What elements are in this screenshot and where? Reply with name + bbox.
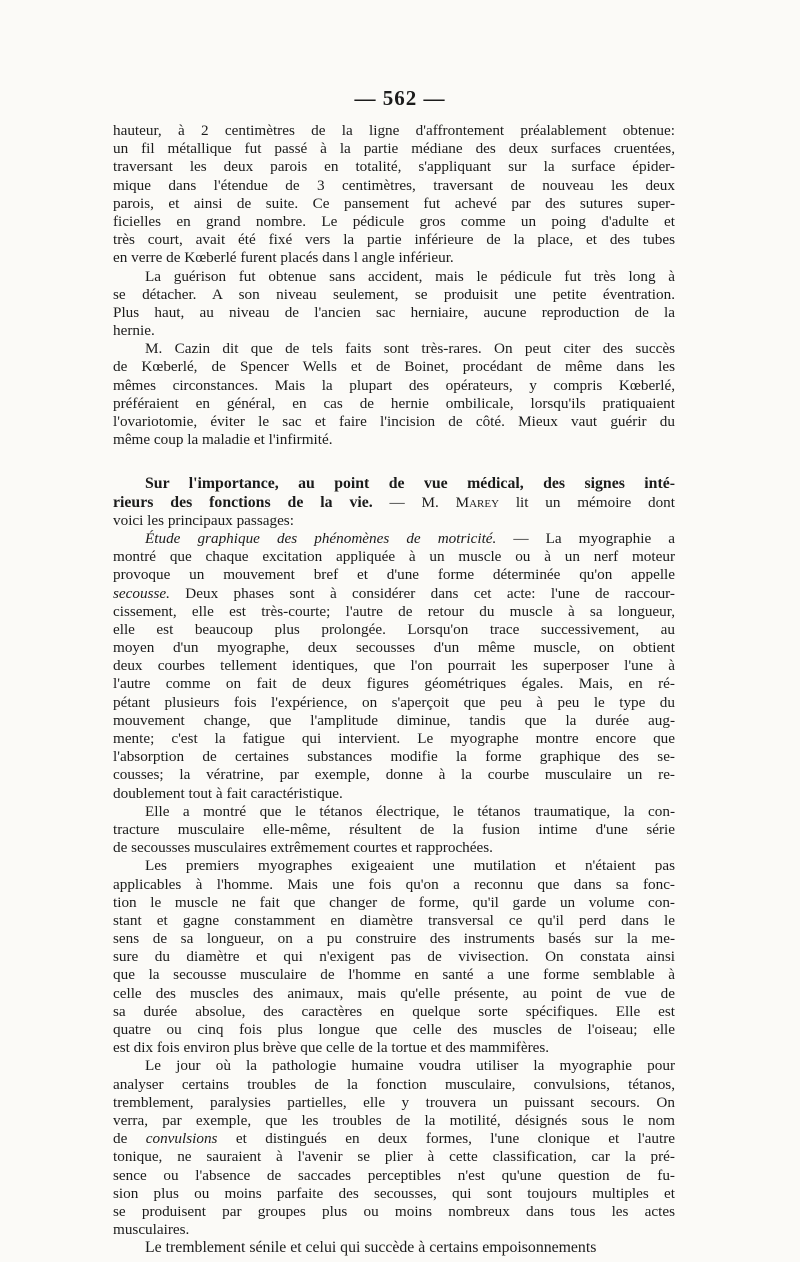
text-line bbox=[113, 358, 675, 376]
text-run: stant et gagne constamment en diamètre transversal ce qu'il perd dans le bbox=[113, 911, 675, 929]
text-line bbox=[113, 122, 675, 140]
body-text bbox=[113, 122, 675, 1257]
text-run: un fil métallique fut passé à la partie médiane des deux surfaces cruentées, bbox=[113, 140, 675, 158]
text-run: rieurs des fonctions de la vie. bbox=[113, 493, 373, 511]
text-run: tracture musculaire elle-même, résultent de la fusion intime d'une série bbox=[113, 820, 675, 838]
text-line bbox=[113, 1112, 675, 1130]
text-line bbox=[113, 1021, 675, 1039]
text-line bbox=[113, 948, 675, 966]
paragraph bbox=[113, 1239, 675, 1257]
text-line bbox=[113, 857, 675, 875]
text-line bbox=[113, 530, 675, 548]
text-line bbox=[113, 894, 675, 912]
text-run: se détacher. A son niveau seulement, se produisit une petite éventration. bbox=[113, 285, 675, 303]
text-run: même coup la maladie et l'infirmité. bbox=[113, 431, 333, 449]
text-run: de secousses musculaires extrêmement courtes et rapprochées. bbox=[113, 839, 493, 857]
text-run: très court, avait été fixé vers la partie inférieure de la place, et des tubes bbox=[113, 231, 675, 249]
text-run: de bbox=[113, 1130, 146, 1148]
text-run: provoque un mouvement bref et d'une forme déterminée qu'on appelle bbox=[113, 566, 675, 584]
text-run: montré que chaque excitation appliquée à un muscle ou à un nerf moteur bbox=[113, 548, 675, 566]
text-line bbox=[113, 286, 675, 304]
text-line bbox=[113, 158, 675, 176]
text-run: deux courbes tellement identiques, que l'on pourrait les superposer l'une à bbox=[113, 657, 675, 675]
text-run: Sur l'importance, au point de vue médical, des signes inté- bbox=[145, 475, 675, 493]
text-line bbox=[113, 985, 675, 1003]
text-run: sence ou l'absence de saccades perceptibles n'est qu'une question de fu- bbox=[113, 1166, 675, 1184]
text-run: mêmes circonstances. Mais la plupart des opérateurs, y compris Kœberlé, bbox=[113, 376, 675, 394]
text-line bbox=[113, 548, 675, 566]
text-line bbox=[113, 803, 675, 821]
text-run: tion le muscle ne fait que changer de forme, qu'il garde un volume con- bbox=[113, 893, 675, 911]
text-line bbox=[113, 1076, 675, 1094]
text-run: mouvement change, que l'amplitude diminue, tandis que la durée aug- bbox=[113, 711, 675, 729]
text-run: Plus haut, au niveau de l'ancien sac herniaire, aucune reproduction de la bbox=[113, 303, 675, 321]
paragraph bbox=[113, 857, 675, 1057]
text-run: convulsions bbox=[145, 1130, 218, 1148]
text-run: applicables à l'homme. Mais une fois qu'on a reconnu que dans sa fonc- bbox=[113, 875, 675, 893]
text-line bbox=[113, 494, 675, 512]
text-line bbox=[113, 1221, 675, 1239]
text-run: traversant les deux parois en totalité, s'appliquant sur la surface épider- bbox=[113, 158, 675, 176]
text-line bbox=[113, 1094, 675, 1112]
text-run: sure du diamètre et qui n'exigent pas de vivisection. On constata ainsi bbox=[113, 948, 675, 966]
text-line bbox=[113, 639, 675, 657]
page-number: — 562 — bbox=[354, 86, 446, 110]
text-run: sens de sa longueur, on a pu construire des instruments basés sur la me- bbox=[113, 930, 675, 948]
text-line bbox=[113, 431, 675, 449]
text-line bbox=[113, 268, 675, 286]
text-line bbox=[113, 195, 675, 213]
text-line bbox=[113, 512, 675, 530]
text-line bbox=[113, 413, 675, 431]
text-run: se produisent par groupes plus ou moins nombreux dans tous les actes bbox=[113, 1202, 675, 1220]
text-line bbox=[113, 912, 675, 930]
text-run: secousse. bbox=[113, 584, 170, 602]
text-line bbox=[113, 603, 675, 621]
text-line bbox=[113, 1003, 675, 1021]
text-run: Les premiers myographes exigeaient une mutilation et n'étaient pas bbox=[145, 857, 675, 875]
text-run: est dix fois environ plus brève que celle de la tortue et des mammifères. bbox=[113, 1039, 550, 1057]
text-line bbox=[113, 585, 675, 603]
text-line bbox=[113, 395, 675, 413]
text-run: elle est beaucoup plus prolongée. Lorsqu'on trace successivement, au bbox=[113, 620, 675, 638]
text-run: l'autre comme on fait de deux figures géométriques égales. Mais, en ré- bbox=[113, 675, 675, 693]
text-run: M. Cazin dit que de tels faits sont très-rares. On peut citer des succès bbox=[145, 340, 675, 358]
text-line bbox=[113, 839, 675, 857]
text-run: Le jour où la pathologie humaine voudra utiliser la myographie pour bbox=[145, 1057, 675, 1075]
paragraph bbox=[113, 803, 675, 858]
text-line bbox=[113, 1185, 675, 1203]
text-run: ficielles en grand nombre. Le pédicule gros comme un poing d'adulte et bbox=[113, 212, 675, 230]
text-line bbox=[113, 475, 675, 493]
text-line bbox=[113, 1203, 675, 1221]
text-run: moyen d'un myographe, deux secousses d'un même muscle, on obtient bbox=[113, 639, 675, 657]
text-line bbox=[113, 322, 675, 340]
text-run: Elle a montré que le tétanos électrique, le tétanos traumatique, la con- bbox=[145, 802, 675, 820]
text-run: Deux phases sont à considérer dans cet acte: l'une de raccour- bbox=[169, 584, 675, 602]
paragraph bbox=[113, 268, 675, 341]
text-run: celle des muscles des animaux, mais qu'elle présente, au point de vue de bbox=[113, 984, 675, 1002]
text-run: cissement, elle est très-courte; l'autre de retour du muscle à sa longueur, bbox=[113, 602, 675, 620]
paragraph bbox=[113, 530, 675, 803]
text-run: hernie. bbox=[113, 322, 155, 340]
text-line bbox=[113, 213, 675, 231]
text-run: voici les principaux passages: bbox=[113, 511, 294, 529]
text-line bbox=[113, 785, 675, 803]
text-run: hauteur, à 2 centimètres de la ligne d'affrontement préalablement obtenue: bbox=[113, 122, 675, 139]
text-run: musculaires. bbox=[113, 1221, 190, 1239]
text-run: tremblement, paralysies partielles, elle y trouvera un puissant secours. On bbox=[113, 1093, 675, 1111]
text-run: et distingués en deux formes, l'une clonique et l'autre bbox=[217, 1130, 675, 1148]
text-line bbox=[113, 1130, 675, 1148]
text-run: lit un mémoire dont bbox=[499, 493, 675, 511]
text-run: quatre ou cinq fois plus longue que celle des muscles de l'oiseau; elle bbox=[113, 1021, 675, 1038]
paragraph bbox=[113, 122, 675, 268]
text-run: sa durée absolue, des caractères en quelque sorte spécifiques. Elle est bbox=[113, 1002, 675, 1020]
text-run: analyser certains troubles de la fonction musculaire, convulsions, tétanos, bbox=[113, 1075, 675, 1093]
text-line bbox=[113, 966, 675, 984]
text-run: cousses; la vératrine, par exemple, donne à la courbe musculaire un re- bbox=[113, 766, 675, 784]
text-line bbox=[113, 1148, 675, 1166]
text-line bbox=[113, 876, 675, 894]
text-run: verra, par exemple, que les troubles de la motilité, désignés sous le nom bbox=[113, 1111, 675, 1129]
text-line bbox=[113, 930, 675, 948]
text-run: pétant plusieurs fois l'expérience, on s'aperçoit que peu à peu le type du bbox=[113, 693, 675, 711]
text-run: — La myographie a bbox=[496, 529, 675, 547]
text-run: — M. bbox=[372, 493, 456, 511]
text-line bbox=[113, 766, 675, 784]
text-line bbox=[113, 1057, 675, 1075]
text-line bbox=[113, 1167, 675, 1185]
paragraph bbox=[113, 475, 675, 530]
text-line bbox=[113, 249, 675, 267]
text-run: Le tremblement sénile et celui qui succède à certains empoisonnements bbox=[145, 1239, 597, 1257]
text-run: sion plus ou moins parfaite des secousses, qui sont toujours multiples et bbox=[113, 1184, 675, 1202]
text-run: La guérison fut obtenue sans accident, mais le pédicule fut très long à bbox=[145, 267, 675, 285]
text-line bbox=[113, 621, 675, 639]
text-run: mente; c'est la fatigue qui intervient. Le myographe montre encore que bbox=[113, 730, 675, 747]
text-line bbox=[113, 821, 675, 839]
text-run: Marey bbox=[455, 493, 500, 511]
text-run: mique dans l'étendue de 3 centimètres, traversant de nouveau les deux bbox=[113, 176, 675, 194]
text-line bbox=[113, 675, 675, 693]
text-run: doublement tout à fait caractéristique. bbox=[113, 784, 343, 802]
text-line bbox=[113, 304, 675, 322]
text-run: préféraient en général, en cas de hernie ombilicale, lorsqu'ils pratiquaient bbox=[113, 394, 675, 412]
text-line bbox=[113, 140, 675, 158]
text-line bbox=[113, 694, 675, 712]
paragraph bbox=[113, 340, 675, 449]
text-line bbox=[113, 657, 675, 675]
text-line bbox=[113, 712, 675, 730]
text-run: parois, et ainsi de suite. Ce pansement fut achevé par des sutures super- bbox=[113, 194, 675, 212]
text-run: que la secousse musculaire de l'homme en santé a une forme semblable à bbox=[113, 966, 675, 984]
text-run: tonique, ne sauraient à l'avenir se plier à cette classification, car la pré- bbox=[113, 1148, 675, 1166]
text-line bbox=[113, 1039, 675, 1057]
text-run: en verre de Kœberlé furent placés dans l angle inférieur. bbox=[113, 249, 454, 267]
paragraph bbox=[113, 1057, 675, 1239]
text-line bbox=[113, 748, 675, 766]
text-line bbox=[113, 231, 675, 249]
text-line bbox=[113, 730, 675, 748]
text-run: Étude graphique des phénomènes de motricité. bbox=[145, 529, 497, 547]
text-run: de Kœberlé, de Spencer Wells et de Boinet, procédant de même dans les bbox=[113, 358, 675, 376]
text-run: l'absorption de certaines substances modifie la forme graphique des se- bbox=[113, 748, 675, 766]
text-line bbox=[113, 340, 675, 358]
text-line bbox=[113, 377, 675, 395]
text-line bbox=[113, 1239, 675, 1257]
text-line bbox=[113, 566, 675, 584]
text-run: l'ovariotomie, éviter le sac et faire l'incision de côté. Mieux vaut guérir du bbox=[113, 413, 675, 430]
text-line bbox=[113, 177, 675, 195]
